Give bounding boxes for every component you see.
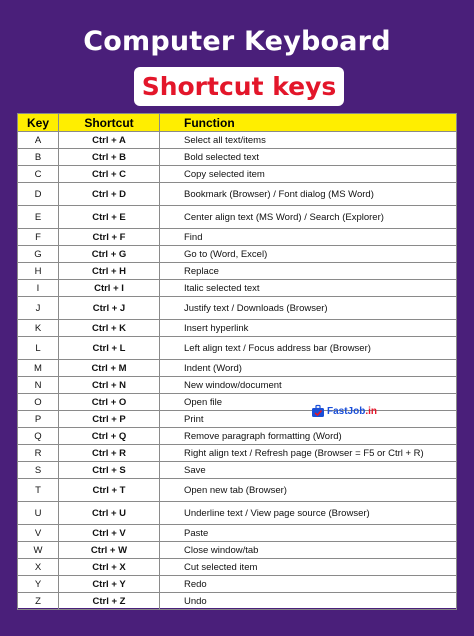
row-function-cell: Close window/tab — [160, 542, 457, 559]
row-function-cell: Redo — [160, 576, 457, 593]
table-row — [18, 502, 457, 525]
row-shortcut-cell: Ctrl + X — [59, 559, 160, 576]
row-key-cell: K — [18, 320, 59, 337]
table-row — [18, 428, 457, 445]
column-header-key: Key — [18, 114, 59, 132]
row-shortcut-cell: Ctrl + Z — [59, 593, 160, 610]
row-function-cell: Undo — [160, 593, 457, 610]
row-key-cell: Y — [18, 576, 59, 593]
row-key-cell: O — [18, 394, 59, 411]
row-function-cell: Print — [160, 411, 457, 428]
row-key-cell: Q — [18, 428, 59, 445]
row-shortcut-cell: Ctrl + Q — [59, 428, 160, 445]
row-function-cell: Select all text/items — [160, 132, 457, 149]
row-function-cell: Insert hyperlink — [160, 320, 457, 337]
row-function-cell: New window/document — [160, 377, 457, 394]
row-shortcut-cell: Ctrl + O — [59, 394, 160, 411]
subtitle-badge — [134, 67, 344, 106]
row-key-cell: V — [18, 525, 59, 542]
row-shortcut-cell: Ctrl + R — [59, 445, 160, 462]
row-key-cell: G — [18, 246, 59, 263]
page-title: Computer Keyboard — [83, 26, 391, 57]
row-shortcut-cell: Ctrl + Y — [59, 576, 160, 593]
row-shortcut-cell: Ctrl + P — [59, 411, 160, 428]
row-function-cell: Open file — [160, 394, 457, 411]
table-row — [18, 411, 457, 428]
row-function-cell: Left align text / Focus address bar (Browser) — [160, 337, 457, 360]
row-function-cell: Remove paragraph formatting (Word) — [160, 428, 457, 445]
table-row — [18, 183, 457, 206]
row-key-cell: S — [18, 462, 59, 479]
watermark-suffix: .in — [365, 405, 378, 417]
row-shortcut-cell: Ctrl + N — [59, 377, 160, 394]
table-row — [18, 479, 457, 502]
table-row — [18, 445, 457, 462]
table-row — [18, 246, 457, 263]
row-key-cell: X — [18, 559, 59, 576]
table-row — [18, 149, 457, 166]
row-key-cell: I — [18, 280, 59, 297]
row-key-cell: M — [18, 360, 59, 377]
row-shortcut-cell: Ctrl + U — [59, 502, 160, 525]
row-shortcut-cell: Ctrl + D — [59, 183, 160, 206]
row-function-cell: Go to (Word, Excel) — [160, 246, 457, 263]
row-key-cell: U — [18, 502, 59, 525]
row-key-cell: J — [18, 297, 59, 320]
row-key-cell: F — [18, 229, 59, 246]
row-shortcut-cell: Ctrl + B — [59, 149, 160, 166]
row-key-cell: N — [18, 377, 59, 394]
column-header-shortcut: Shortcut — [59, 114, 160, 132]
row-shortcut-cell: Ctrl + V — [59, 525, 160, 542]
table-row — [18, 132, 457, 149]
table-row — [18, 394, 457, 411]
row-function-cell: Justify text / Downloads (Browser) — [160, 297, 457, 320]
row-shortcut-cell: Ctrl + W — [59, 542, 160, 559]
table-row — [18, 263, 457, 280]
row-key-cell: D — [18, 183, 59, 206]
table-row — [18, 280, 457, 297]
table-row — [18, 559, 457, 576]
row-function-cell: Right align text / Refresh page (Browser = F5 or Ctrl + R) — [160, 445, 457, 462]
table-row — [18, 320, 457, 337]
row-shortcut-cell: Ctrl + I — [59, 280, 160, 297]
page-subtitle: Shortcut keys — [141, 72, 337, 101]
row-key-cell: Z — [18, 593, 59, 610]
table-row — [18, 206, 457, 229]
row-shortcut-cell: Ctrl + H — [59, 263, 160, 280]
row-function-cell: Italic selected text — [160, 280, 457, 297]
table-row — [18, 229, 457, 246]
row-shortcut-cell: Ctrl + T — [59, 479, 160, 502]
row-function-cell: Replace — [160, 263, 457, 280]
row-shortcut-cell: Ctrl + E — [59, 206, 160, 229]
fastjob-watermark — [311, 403, 377, 419]
row-key-cell: H — [18, 263, 59, 280]
watermark-text — [327, 406, 377, 417]
column-header-function: Function — [160, 114, 457, 132]
row-function-cell: Underline text / View page source (Browser) — [160, 502, 457, 525]
row-key-cell: L — [18, 337, 59, 360]
table-row — [18, 542, 457, 559]
row-key-cell: C — [18, 166, 59, 183]
row-key-cell: T — [18, 479, 59, 502]
row-shortcut-cell: Ctrl + G — [59, 246, 160, 263]
table-row — [18, 377, 457, 394]
row-function-cell: Cut selected item — [160, 559, 457, 576]
row-shortcut-cell: Ctrl + C — [59, 166, 160, 183]
row-key-cell: A — [18, 132, 59, 149]
row-key-cell: W — [18, 542, 59, 559]
row-function-cell: Open new tab (Browser) — [160, 479, 457, 502]
row-function-cell: Center align text (MS Word) / Search (Explorer) — [160, 206, 457, 229]
briefcase-icon — [311, 404, 325, 418]
shortcut-table-container — [17, 113, 457, 608]
row-function-cell: Bookmark (Browser) / Font dialog (MS Word) — [160, 183, 457, 206]
watermark-brand: FastJob — [327, 405, 366, 417]
table-row — [18, 593, 457, 610]
row-key-cell: B — [18, 149, 59, 166]
table-row — [18, 462, 457, 479]
row-shortcut-cell: Ctrl + S — [59, 462, 160, 479]
shortcut-table — [17, 113, 457, 610]
table-body — [18, 132, 457, 610]
table-row — [18, 576, 457, 593]
row-key-cell: E — [18, 206, 59, 229]
row-key-cell: P — [18, 411, 59, 428]
table-row — [18, 360, 457, 377]
row-function-cell: Indent (Word) — [160, 360, 457, 377]
row-shortcut-cell: Ctrl + F — [59, 229, 160, 246]
table-row — [18, 297, 457, 320]
row-function-cell: Save — [160, 462, 457, 479]
row-shortcut-cell: Ctrl + A — [59, 132, 160, 149]
table-header-row — [18, 114, 457, 132]
row-shortcut-cell: Ctrl + J — [59, 297, 160, 320]
row-shortcut-cell: Ctrl + M — [59, 360, 160, 377]
row-function-cell: Copy selected item — [160, 166, 457, 183]
table-row — [18, 525, 457, 542]
table-row — [18, 166, 457, 183]
row-key-cell: R — [18, 445, 59, 462]
table-row — [18, 337, 457, 360]
row-function-cell: Bold selected text — [160, 149, 457, 166]
row-function-cell: Paste — [160, 525, 457, 542]
row-shortcut-cell: Ctrl + L — [59, 337, 160, 360]
row-function-cell: Find — [160, 229, 457, 246]
row-shortcut-cell: Ctrl + K — [59, 320, 160, 337]
